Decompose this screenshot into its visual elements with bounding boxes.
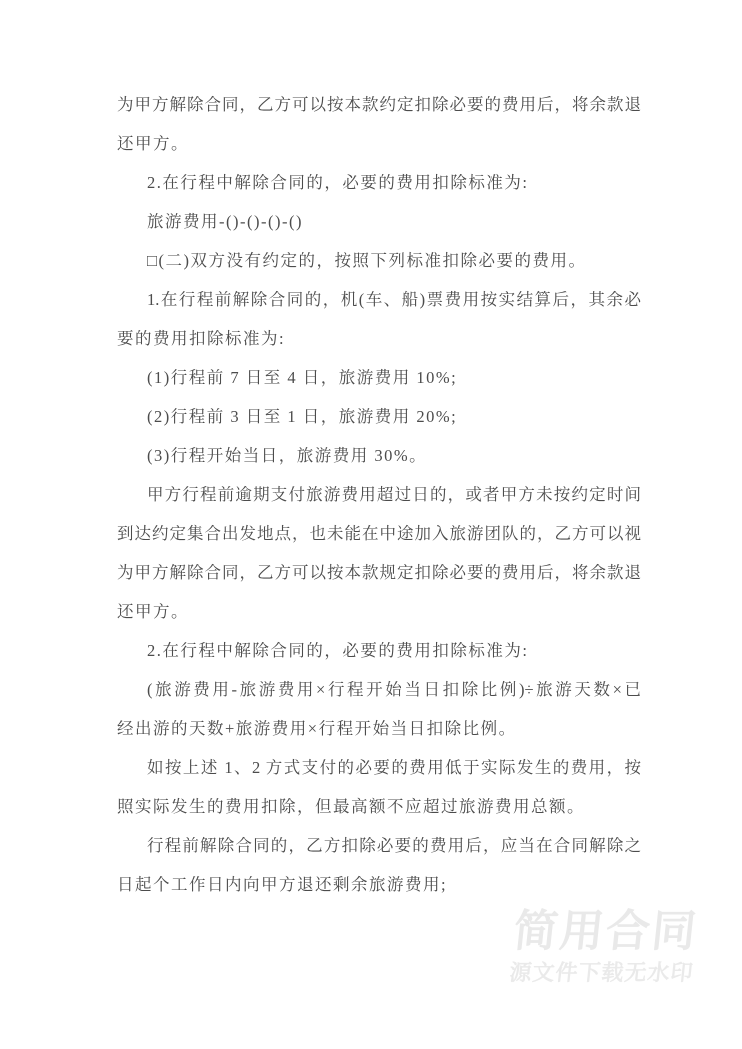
document-line: 还甲方。	[117, 602, 189, 621]
watermark-tagline: 源文件下载无水印	[508, 961, 695, 987]
document-body	[117, 85, 641, 904]
watermark-brand: 简用合同	[511, 906, 701, 957]
document-line: 行程前解除合同的，乙方扣除必要的费用后，应当在合同解除之	[147, 836, 641, 855]
document-line: 1.在行程前解除合同的，机(车、船)票费用按实结算后，其余必	[147, 290, 641, 309]
document-line: (3)行程开始当日，旅游费用 30%。	[147, 446, 428, 465]
document-line: 如按上述 1、2 方式支付的必要的费用低于实际发生的费用，按	[147, 758, 641, 777]
document-line: 为甲方解除合同，乙方可以按本款约定扣除必要的费用后，将余款退	[117, 95, 641, 114]
document-line: 经出游的天数+旅游费用×行程开始当日扣除比例。	[117, 719, 517, 738]
document-line: 甲方行程前逾期支付旅游费用超过日的，或者甲方未按约定时间	[147, 485, 641, 504]
document-line: 照实际发生的费用扣除，但最高额不应超过旅游费用总额。	[117, 797, 585, 816]
document-line: 旅游费用-()-()-()-()	[147, 212, 303, 231]
document-line: (1)行程前 7 日至 4 日，旅游费用 10%;	[147, 368, 458, 387]
document-line: 2.在行程中解除合同的，必要的费用扣除标准为:	[147, 641, 529, 660]
document-line: 日起个工作日内向甲方退还剩余旅游费用;	[117, 875, 448, 894]
watermark	[508, 908, 700, 987]
document-line: 为甲方解除合同，乙方可以按本款规定扣除必要的费用后，将余款退	[117, 563, 641, 582]
document-line: 到达约定集合出发地点，也未能在中途加入旅游团队的，乙方可以视	[117, 524, 641, 543]
document-line: 要的费用扣除标准为:	[117, 329, 286, 348]
document-line: (2)行程前 3 日至 1 日，旅游费用 20%;	[147, 407, 458, 426]
document-line: □(二)双方没有约定的，按照下列标准扣除必要的费用。	[147, 251, 587, 270]
document-line: 还甲方。	[117, 134, 189, 153]
document-line: (旅游费用-旅游费用×行程开始当日扣除比例)÷旅游天数×已	[147, 680, 641, 699]
document-line: 2.在行程中解除合同的，必要的费用扣除标准为:	[147, 173, 529, 192]
